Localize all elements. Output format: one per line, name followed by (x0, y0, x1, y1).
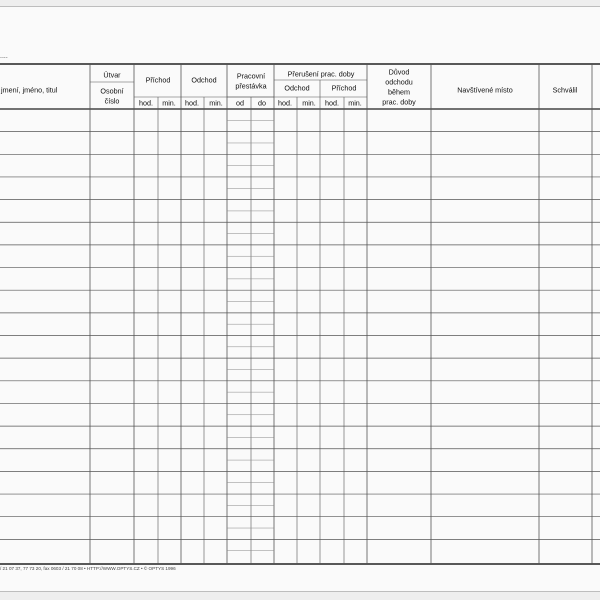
sub-hod: hod. (139, 98, 153, 108)
table-grid (0, 63, 600, 565)
header-pracovni-1: Pracovní (236, 71, 266, 81)
header-schvalil: Schválil (552, 85, 578, 95)
header-prichod: Příchod (145, 75, 171, 85)
header-sub-odchod: Odchod (284, 83, 310, 93)
header-utvar: Útvar (103, 70, 121, 80)
sub-min: min. (302, 98, 316, 108)
header-duvod-3: během (388, 87, 410, 97)
header-osobni-2: číslo (104, 96, 120, 106)
form-footer: / 21 07 37, 77 73 20, fax 0603 / 21 70 08 • HTTP://WWW.OPTYS.CZ • © OPTYS 1996 (0, 566, 176, 571)
attendance-table (0, 63, 600, 565)
header-duvod-1: Důvod (388, 67, 410, 77)
header-name: jmení, jméno, titul (1, 85, 58, 95)
sub-min: min. (162, 98, 176, 108)
header-odchod: Odchod (191, 75, 217, 85)
sub-min: min. (209, 98, 223, 108)
sub-hod: hod. (185, 98, 199, 108)
sub-min: min. (348, 98, 362, 108)
sub-hod: hod. (325, 98, 339, 108)
form-sheet (0, 6, 600, 592)
header-duvod-2: odchodu (385, 77, 413, 87)
sub-hod: hod. (278, 98, 292, 108)
header-preruseni: Přerušení prac. doby (287, 69, 355, 79)
header-sub-prichod: Příchod (331, 83, 357, 93)
header-navstivene: Navštívené místo (457, 85, 513, 95)
header-osobni-1: Osobní (100, 86, 124, 96)
header-duvod-4: prac. doby (382, 97, 416, 107)
sub-do: do (258, 98, 266, 108)
header-pracovni-2: přestávka (235, 81, 267, 91)
form-dots: .... (0, 53, 8, 60)
sub-od: od (236, 98, 244, 108)
